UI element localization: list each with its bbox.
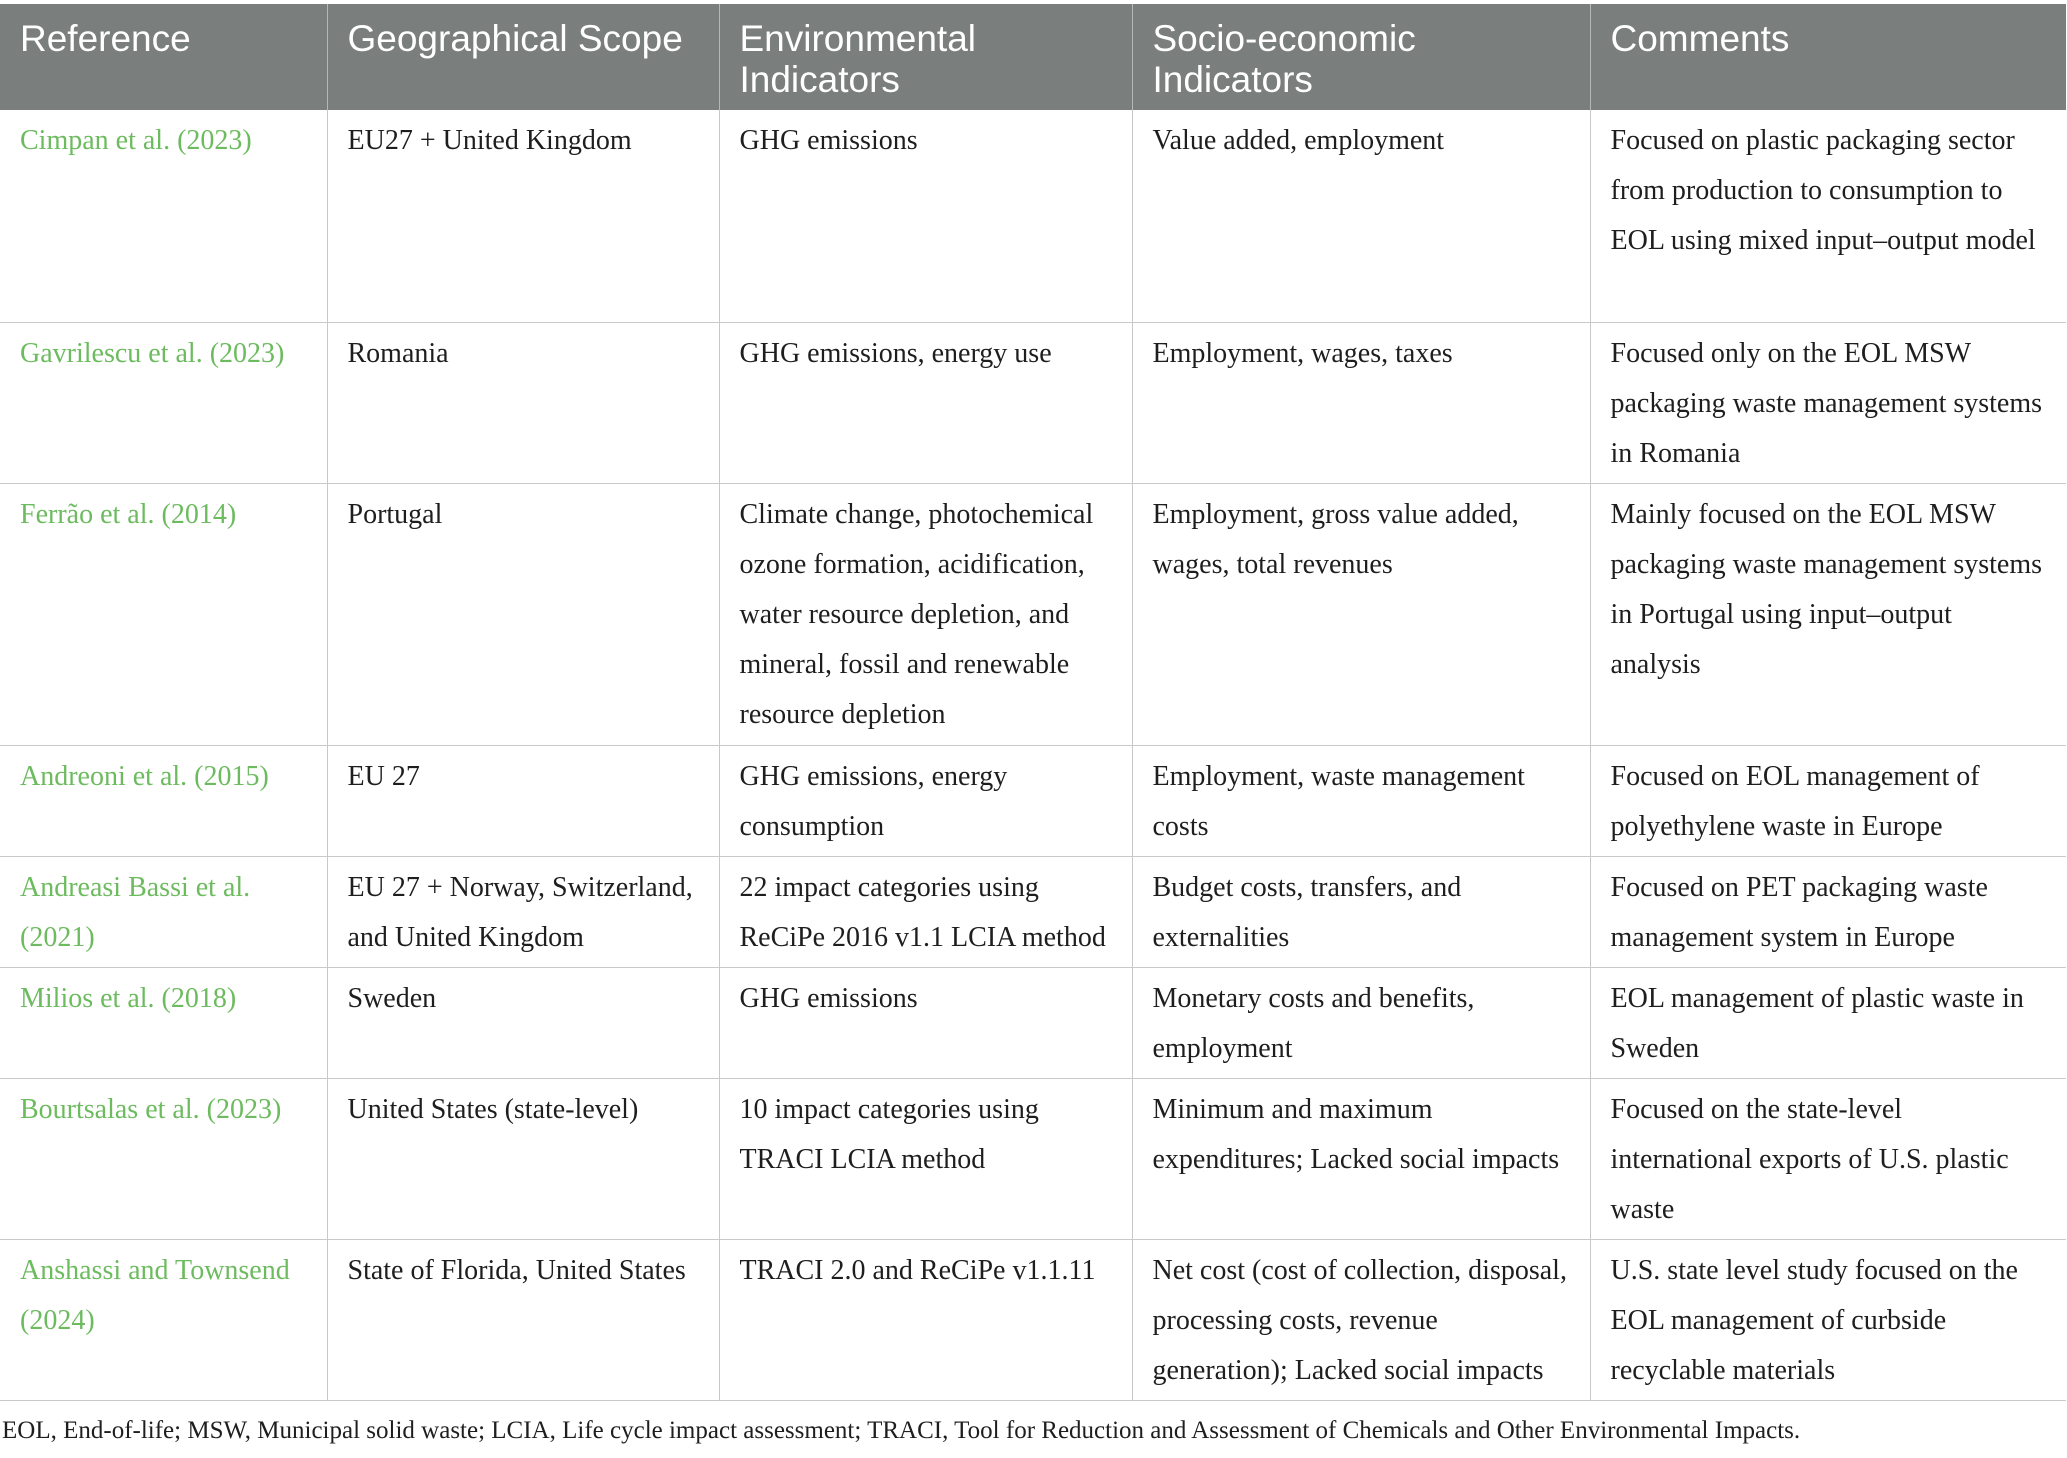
socioeconomic-cell: Monetary costs and benefits, employment	[1132, 967, 1590, 1078]
environmental-cell: GHG emissions	[719, 110, 1132, 322]
environmental-cell: 22 impact categories using ReCiPe 2016 v1.1 LCIA method	[719, 856, 1132, 967]
reference-link[interactable]: Andreoni et al. (2015)	[0, 745, 327, 856]
header-geographical-scope: Geographical Scope	[327, 4, 719, 110]
socioeconomic-cell: Value added, employment	[1132, 110, 1590, 322]
table-footnote: EOL, End-of-life; MSW, Municipal solid waste; LCIA, Life cycle impact assessment; TRACI, Tool for Reduction and Assessment of Chemicals and Other Environmental Impacts.	[2, 1417, 1801, 1444]
scope-cell: United States (state-level)	[327, 1078, 719, 1239]
table-row	[0, 483, 2066, 745]
reference-link[interactable]: Bourtsalas et al. (2023)	[0, 1078, 327, 1239]
reference-link[interactable]: Gavrilescu et al. (2023)	[0, 322, 327, 483]
socioeconomic-cell: Budget costs, transfers, and externalities	[1132, 856, 1590, 967]
socioeconomic-cell: Minimum and maximum expenditures; Lacked social impacts	[1132, 1078, 1590, 1239]
environmental-cell: TRACI 2.0 and ReCiPe v1.1.11	[719, 1239, 1132, 1400]
reference-link[interactable]: Andreasi Bassi et al. (2021)	[0, 856, 327, 967]
environmental-cell: 10 impact categories using TRACI LCIA method	[719, 1078, 1132, 1239]
header-reference: Reference	[0, 4, 327, 110]
environmental-cell: GHG emissions, energy use	[719, 322, 1132, 483]
header-environmental-indicators: Environmental Indicators	[719, 4, 1132, 110]
table-row	[0, 1239, 2066, 1400]
socioeconomic-cell: Employment, waste management costs	[1132, 745, 1590, 856]
reference-link[interactable]: Cimpan et al. (2023)	[0, 110, 327, 322]
scope-cell: EU 27	[327, 745, 719, 856]
table-row	[0, 322, 2066, 483]
scope-cell: Sweden	[327, 967, 719, 1078]
table-row	[0, 856, 2066, 967]
scope-cell: EU 27 + Norway, Switzerland, and United Kingdom	[327, 856, 719, 967]
environmental-cell: GHG emissions	[719, 967, 1132, 1078]
table-row	[0, 110, 2066, 322]
comments-cell: Focused on EOL management of polyethylene waste in Europe	[1590, 745, 2066, 856]
comments-cell: U.S. state level study focused on the EOL management of curbside recyclable materials	[1590, 1239, 2066, 1400]
scope-cell: Portugal	[327, 483, 719, 745]
literature-comparison-table	[0, 4, 2066, 1401]
reference-link[interactable]: Ferrão et al. (2014)	[0, 483, 327, 745]
comments-cell: Focused on PET packaging waste management system in Europe	[1590, 856, 2066, 967]
socioeconomic-cell: Employment, wages, taxes	[1132, 322, 1590, 483]
environmental-cell: Climate change, photochemical ozone formation, acidification, water resource depletion, and mineral, fossil and renewable resource depletion	[719, 483, 1132, 745]
table-body	[0, 110, 2066, 1400]
reference-link[interactable]: Milios et al. (2018)	[0, 967, 327, 1078]
reference-link[interactable]: Anshassi and Townsend (2024)	[0, 1239, 327, 1400]
scope-cell: Romania	[327, 322, 719, 483]
header-comments: Comments	[1590, 4, 2066, 110]
comments-cell: Focused only on the EOL MSW packaging waste management systems in Romania	[1590, 322, 2066, 483]
comments-cell: Mainly focused on the EOL MSW packaging waste management systems in Portugal using input–output analysis	[1590, 483, 2066, 745]
comments-cell: Focused on the state-level international exports of U.S. plastic waste	[1590, 1078, 2066, 1239]
socioeconomic-cell: Employment, gross value added, wages, total revenues	[1132, 483, 1590, 745]
comments-cell: EOL management of plastic waste in Sweden	[1590, 967, 2066, 1078]
scope-cell: State of Florida, United States	[327, 1239, 719, 1400]
table-row	[0, 1078, 2066, 1239]
header-socioeconomic-indicators: Socio-economic Indicators	[1132, 4, 1590, 110]
table-row	[0, 967, 2066, 1078]
socioeconomic-cell: Net cost (cost of collection, disposal, processing costs, revenue generation); Lacked social impacts	[1132, 1239, 1590, 1400]
header-row	[0, 4, 2066, 110]
table-row	[0, 745, 2066, 856]
comments-cell: Focused on plastic packaging sector from production to consumption to EOL using mixed input–output model	[1590, 110, 2066, 322]
environmental-cell: GHG emissions, energy consumption	[719, 745, 1132, 856]
table-header	[0, 4, 2066, 110]
scope-cell: EU27 + United Kingdom	[327, 110, 719, 322]
